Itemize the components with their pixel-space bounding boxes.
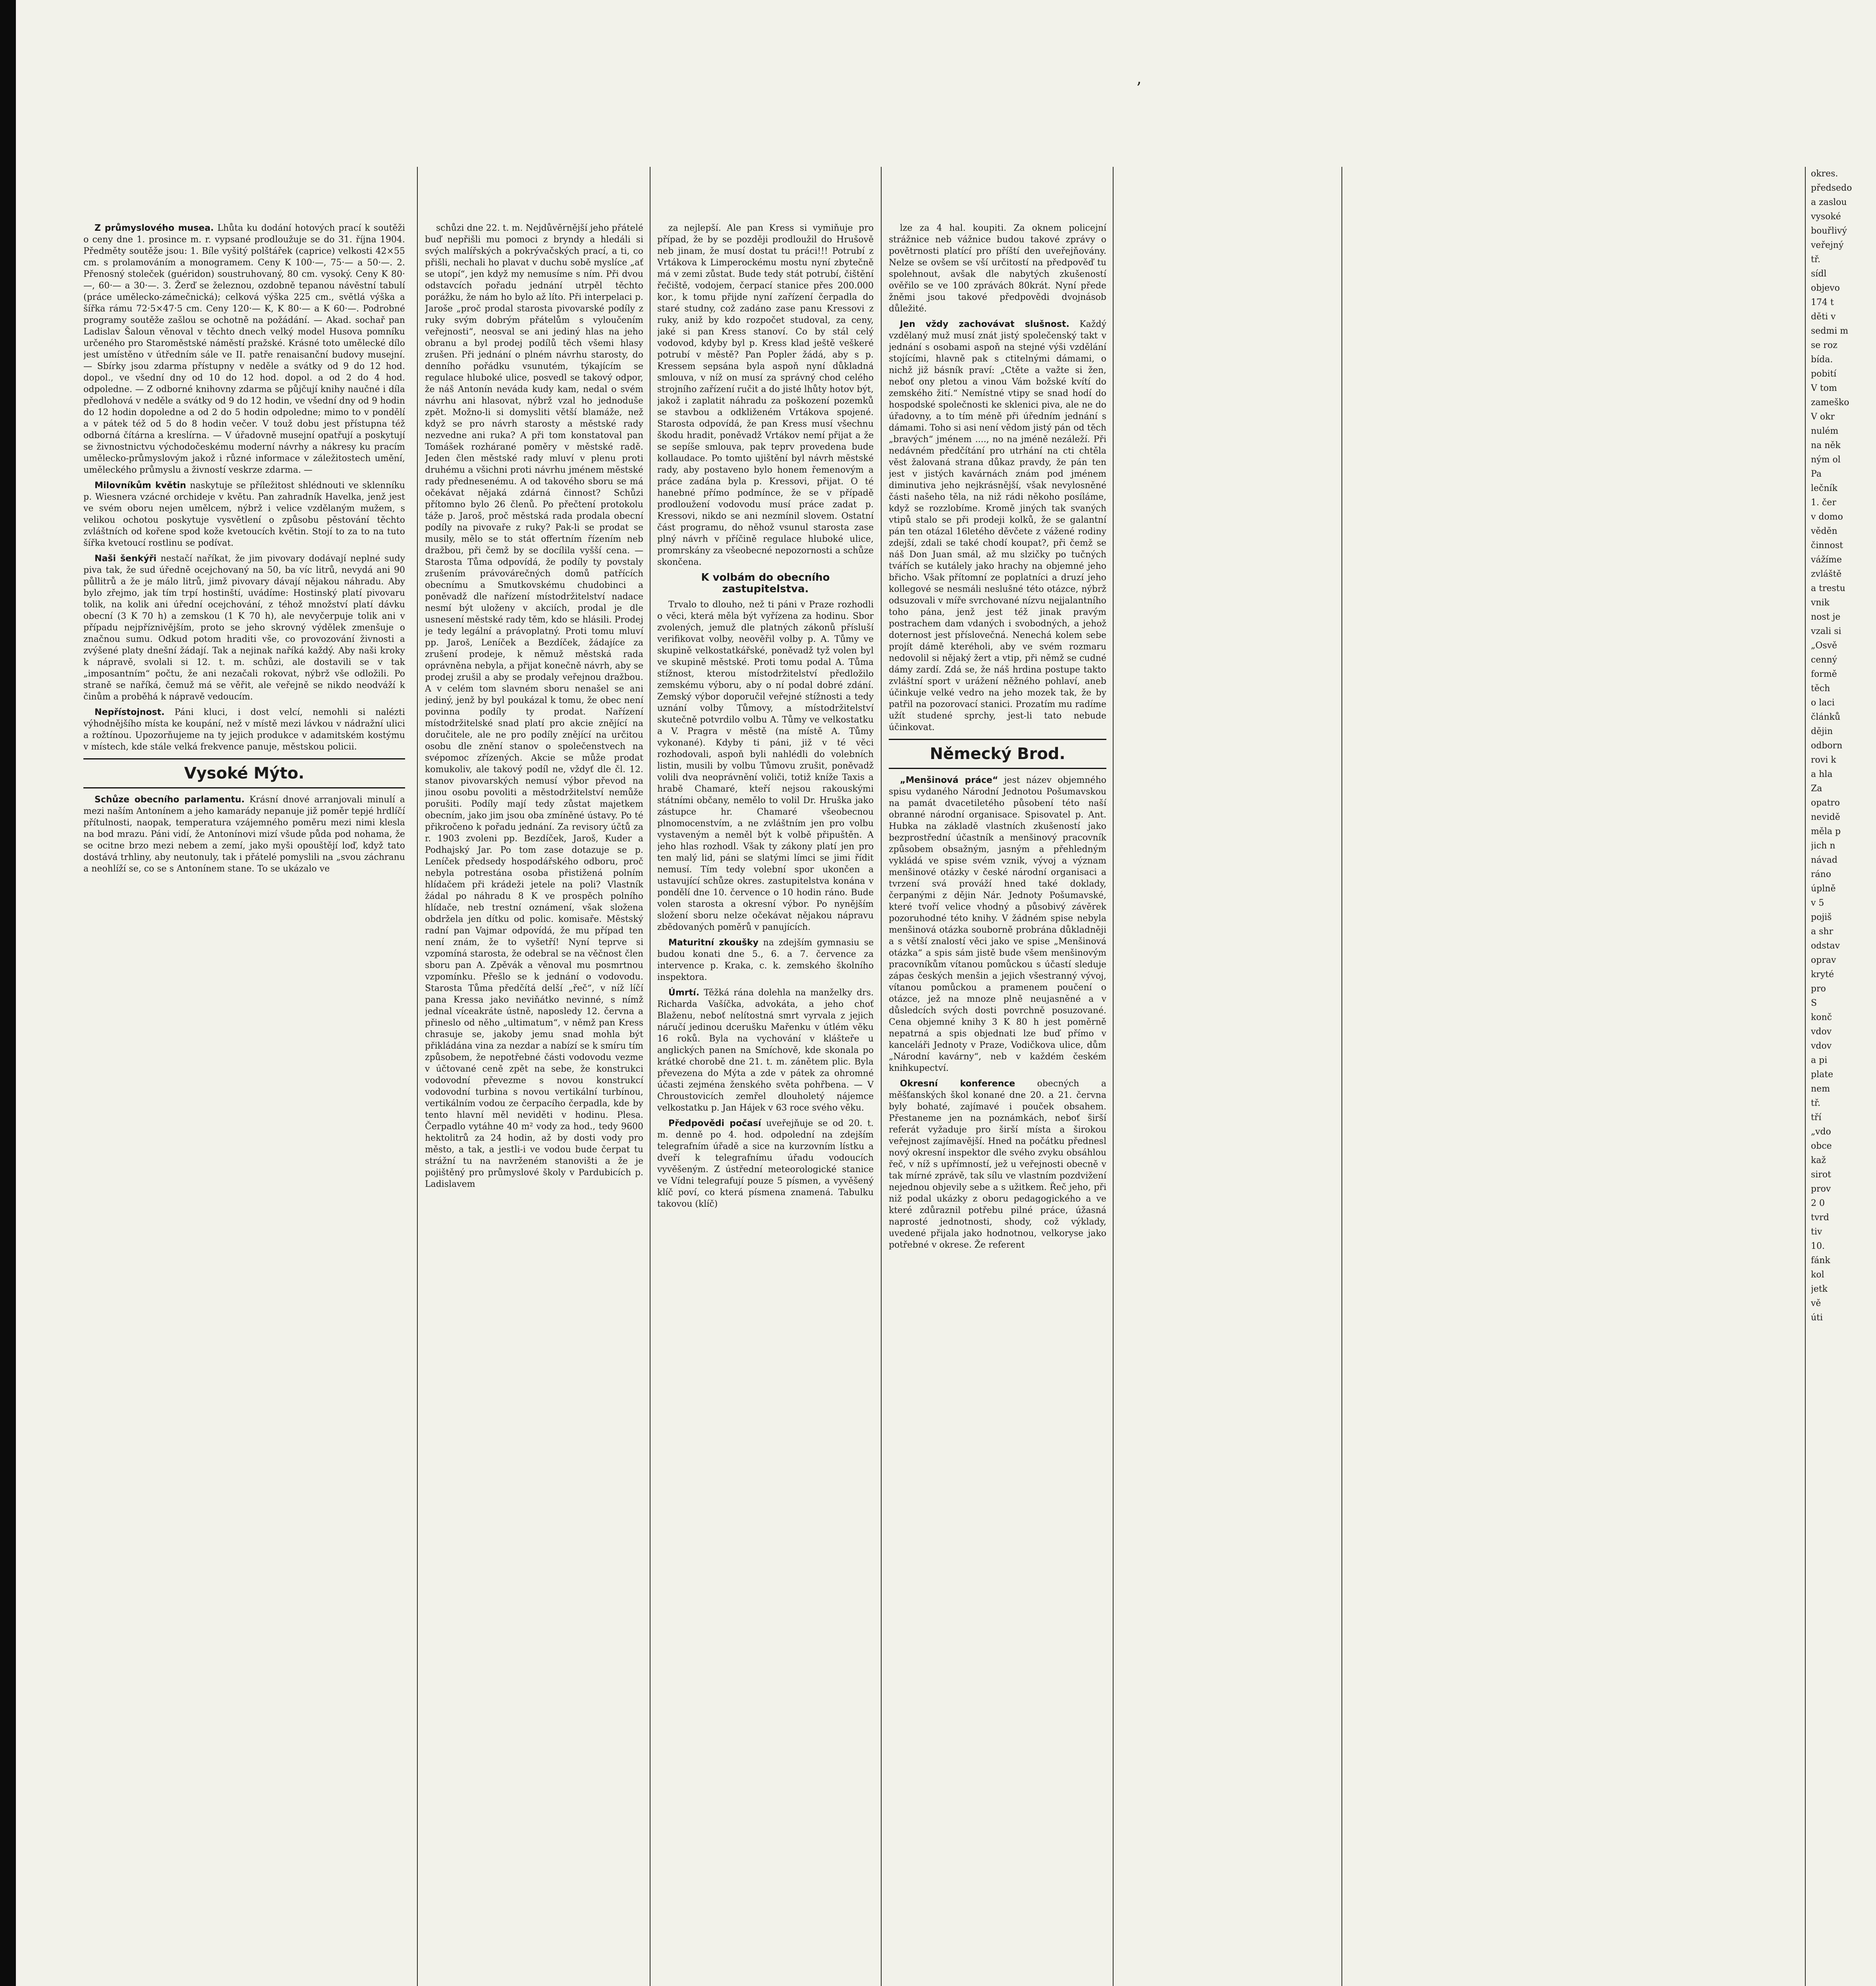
fragment-line: a pi xyxy=(1811,1055,1828,1065)
fragment-line: nem xyxy=(1811,1084,1830,1094)
column-rule xyxy=(1805,167,1806,1986)
article-text: jest název objemného spisu vydaného Národní Jednotou Pošumavskou na památ dvacetiletého působení této naší obranné národní organisace. Spisovatel p. Ant. Hubka na základě vlastních zkušeností jako bezprostřední účastník a menšinový pracovník způsobem obsažným, jasným a přehledným vykládá ve spise svém vznik, vývoj a význam menšinové otázky v české národní organisaci a tvrzení svá prováží hned také doklady, čerpanými z dějin Nár. Jednoty Pošumavské, které tvoří velice vhodný a působivý závěrek pozoruhodné této knihy. V žádném spise nebyla menšinová otázka souborně probrána důkladněji a s větší znalostí věci jako ve spise „Menšinová otázka“ a spis sám jistě bude všem menšinovým pracovníkům vítanou pomůckou s účastí sleduje zápas českých menšin a jejich všestranný vývoj, vítanou pomůckou a pramenem poučení o otázce, jež na mnoze plně neujasněné a v důsledcích svých dosti povrchně posuzované. Cena objemné knihy 3 K 80 h jest poměrně nepatrná a spis objednati lze buď přímo v kanceláři Jednoty v Praze, Vodičkova ulice, dům „Národní kavárny“, neb v každém českém knihkupectví. xyxy=(889,775,1106,1073)
fragment-line: a trestu xyxy=(1811,583,1845,593)
fragment-line: o laci xyxy=(1811,698,1835,708)
article-text: lze za 4 hal. koupiti. Za oknem policejní strážnice neb vážnice budou takové zprávy o povětrnosti platící pro příští den uveřejňovány. Nelze se ovšem se vší určitostí na předpověď tu spolehnout, avšak dle nabytých zkušeností ověřilo se ve 100 zprávách 80krát. Nyní přede žněmi jsou takové předpovědi dvojnásob důležité. xyxy=(889,223,1106,314)
fragment-line: měla p xyxy=(1811,827,1841,837)
fragment-line: návad xyxy=(1811,855,1837,865)
fragment-line: nulém xyxy=(1811,426,1839,436)
fragment-line: dějin xyxy=(1811,726,1833,736)
fragment-line: pojiš xyxy=(1811,912,1832,922)
fragment-line: vě xyxy=(1811,1298,1821,1308)
fragment-line: S xyxy=(1811,998,1817,1008)
fragment-line: „Osvě xyxy=(1811,641,1837,651)
article xyxy=(83,794,405,875)
fragment-line: opatro xyxy=(1811,798,1840,808)
article-title: Předpovědi počasí xyxy=(668,1119,761,1128)
column-rule xyxy=(417,167,418,1986)
fragment-line: sedmi m xyxy=(1811,326,1849,336)
fragment-line: tř. xyxy=(1811,1098,1820,1108)
article-text: naskytuje se příležitost shlédnouti ve sklenníku p. Wiesnera vzácné orchideje v květu. Pan zahradník Havelka, jenž jest ve svém oboru nejen umělcem, nýbrž i velice vzdělaným mužem, s velikou ochotou poskytuje vysvětlení o způsobu pěstování těchto zvláštních od kořene spod kože kvetoucích květin. Stojí to za to na tuto šířka kvetoucí rostlinu se podívat. xyxy=(83,481,405,548)
fragment-line: a hla xyxy=(1811,769,1833,779)
subheading: K volbám do obecního zastupitelstva. xyxy=(701,572,830,595)
article xyxy=(889,319,1106,733)
fragment-line: vážíme xyxy=(1811,555,1842,565)
article-title: Schůze obecního parlamentu. xyxy=(95,795,245,805)
fragment-line: prov xyxy=(1811,1184,1831,1194)
fragment-line: formě xyxy=(1811,669,1837,679)
article-text: Těžká rána dolehla na manželky drs. Richarda Vašíčka, advokáta, a jeho choť Blaženu, neboť nelítostná smrt vyrvala z jejich náručí jedinou dcerušku Mařenku v útlém věku 16 roků. Byla na vychování v klášteře u anglických panen na Smíchově, kde skonala po krátké chorobě dne 21. t. m. zánětem plic. Byla převezena do Mýta a zde v pátek za ohromné účasti zejména ženského světa pohřbena. — V Chroustovicích zemřel dlouholetý nájemce velkostatku p. Jan Hájek v 63 roce svého věku. xyxy=(657,988,874,1113)
fragment-line: kaž xyxy=(1811,1155,1826,1165)
fragment-line: Pa xyxy=(1811,469,1822,479)
fragment-line: plate xyxy=(1811,1070,1834,1080)
fragment-line: 174 t xyxy=(1811,298,1834,307)
fragment-line: V okr xyxy=(1811,412,1835,422)
column-2 xyxy=(425,222,643,1986)
fragment-line: a shr xyxy=(1811,927,1834,937)
article xyxy=(657,1118,874,1210)
article-title: Nepřístojnost. xyxy=(95,707,165,717)
fragment-line: vdov xyxy=(1811,1041,1832,1051)
fragment-line: pobití xyxy=(1811,369,1837,379)
article xyxy=(83,222,405,476)
article-text: Páni kluci, i dost velcí, nemohli si nalézti výhodnějšího místa ke koupání, než v místě mezi lávkou v nádražní ulici a rožtínou. Upozorňujeme na ty jejich produkce v adamitském kostýmu v místech, kde stále velká frekvence panuje, městskou policii. xyxy=(83,707,405,752)
article xyxy=(657,987,874,1114)
fragment-line: V tom xyxy=(1811,383,1837,393)
fragment-line: úti xyxy=(1811,1313,1823,1323)
fragment-line: 10. xyxy=(1811,1241,1825,1251)
fragment-line: bída. xyxy=(1811,355,1833,365)
fragment-line: kryté xyxy=(1811,970,1834,979)
article-text: na zdejším gymnasiu se budou konati dne 5., 6. a 7. července za intervence p. Kraka, c. k. zemského školního inspektora. xyxy=(657,938,874,982)
article-text: schůzi dne 22. t. m. Nejdůvěrnější jeho přátelé buď nepřišli mu pomoci z bryndy a hledáli si svých malířských a pokrývačských prací, a ti, co přišli, nechali ho plavat v duchu sobě myslíce „ať se utopí“, jen když my nemusíme s ním. Při dvou odstavcích pořadu jednání utrpěl těchto porážku, že nám ho bylo až líto. Při interpelaci p. Jaroše „proč prodal starosta pivovarské podíly z ruky svým dobrým přátelům s vyloučením veřejnosti“, neosval se ani jediný hlas na jeho obranu a byl prodej podílů těch všemi hlasy zrušen. Při jednání o plném návrhu starosty, do denního pořádku vsunutém, týkajícím se regulace hluboké ulice, posvedl se takový odpor, že náš Antonín neváda kudy kam, nedal o svém návrhu ani hlasovat, nýbrž vzal ho jednoduše zpět. Možno-li si domysliti větší blamáže, než když se pro návrh starosty a městské rady nezvedne ani ruka? A při tom konstatoval pan Tomášek rozhárané poměry v městské radě. Jeden člen městské rady mluví v plenu proti druhému a všichni proti návrhu jménem městské rady přednesenému. A od takového sboru se má očekávat nějaká zdárná činnost? Schůzi přítomno bylo 26 členů. Po přečtení protokolu táže p. Jaroš, proč městská rada prodala obecní podíly na pivovaře z ruky? Pak-li se prodat se musily, mělo se to stát offertním řízením neb dražbou, při čemž by se docílila vyšší cena. — Starosta Tůma odpovídá, že podíly ty povstaly zrušením právovárečných domů patřících obecnímu a Smutkovskému chudobinci a poněvadž dle nařízení místodržitelství nadace nesmí být uloženy v akciích, prodal je dle usnesení městské rady těm, kdo se hlásili. Prodej je tedy legální a právoplatný. Proti tomu mluví pp. Jaroš, Leníček a Bezdíček, žádajíce za zrušení prodeje, k němuž městská rada oprávněna nebyla, a přijat konečně návrh, aby se prodej zrušil a aby se prodaly veřejnou dražbou. A v celém tom slavném sboru nenašel se ani jediný, jenž by byl poukázal k tomu, že obec není povinna podíly ty prodat. Nařízení místodržitelské snad platí pro akcie znějící na doručitele, ale ne pro podíly znějící na určitou osobu dle znění stanov o společenstvech na svépomoc zřízených. Akcie se může prodat komukoliv, ale takový podíl ne, vždyť dle čl. 12. stanov pivovarských nemusí výbor převod na jinou osobu povoliti a městodržitelství nemůže porušiti. Podíly mají tedy zůstat majetkem obecním, jako jim jsou oba zmíněné ústavy. Po té přikročeno k pořadu jednání. Za revisory účtů za r. 1903 zvoleni pp. Bezdíček, Jaroš, Kuder a Podhajský Jar. Po tom zase dotazuje se p. Leníček předsedy hospodářského odboru, proč nebyla potrestána osoba přistižená polním hlídačem při krádeži jetele na poli? Vlastník žádal po náhradu 8 K ve prospěch polního hlídače, neb trestní oznámení, však složena obdržela jen dítku od polic. komisaře. Městský radní pan Vajmar odpovídá, že mu případ ten není znám, že to vyšetří! Nyní teprve si vzpomíná starosta, že odebral se na věčnost člen sboru pan A. Zpěvák a věnoval mu posmrtnou vzpomínku. Přešlo se k jednání o vodovodu. Starosta Tůma předčítá delší „řeč“, v níž líčí pana Kressa jako neviňátko nevinné, s nímž jednal víceakráte ústně, naposledy 12. června a přineslo od něho „ultimatum“, v němž pan Kress chrasuje se, jakoby jemu snad mohla být přikládána vina za nezdar a nabízí se k smíru tím způsobem, že nepotřebné části vodovodu vezme v účtované ceně zpět na sebe, že konstrukci vodovodní převezme s novou konstrukcí vodovodní turbina s novou vertikální turbínou, vertikálním vodou ze čerpacího čerpadla, kde by tento hlavní měl neviděti v hodinu. Plesa. Čerpadlo vytáhne 40 m² vody za hod., tedy 9600 hektolitrů za 24 hodin, až by dosti vody pro město, a tak, a jestli-i ve vodou bude čerpat tu strážní tu na navrženém stanovišti a že je pojištěný pro průmyslové školy v Pardubicích p. Ladislavem xyxy=(425,223,643,1189)
article xyxy=(83,553,405,703)
article-title: Naši šenkýři xyxy=(95,554,156,564)
fragment-line: vysoké xyxy=(1811,212,1841,222)
fragment-line: fánk xyxy=(1811,1256,1830,1265)
fragment-line: zvláště xyxy=(1811,569,1842,579)
article-title: Úmrtí. xyxy=(668,988,700,998)
column-rule xyxy=(881,167,882,1986)
column-rule xyxy=(1341,167,1342,1986)
fragment-line: věděn xyxy=(1811,526,1837,536)
article-text: nestačí naříkat, že jim pivovary dodávají neplné sudy piva tak, že sud úředně ocejchovaný na 50, ba víc litrů, nevydá ani 90 půllitrů a že je málo litrů, jimž pivovary dávají nějakou náhradu. Aby bylo zřejmo, jak tím trpí hostinští, uvádíme: Hostinský platí pivovaru tolik, na kolik ani úřední ocejchování, z téhož množství platí dávku obecní (3 K 70 h) a zemskou (1 K 70 h), ale nevyčerpuje tolik ani v případu nejpříznivějším, proto se jeho skrovný výdělek zmenšuje o značnou sumu. Odkud potom hraditi vše, co provozování živnosti a zvýšené platy dnešní žádají. Tak a nejinak naříká každý. Aby naši kroky k nápravě, svolali si 12. t. m. schůzi, ale dostavili se v tak „imposantním“ počtu, že ani nezačali rokovat, nýbrž vše odložili. Po straně se naříká, čemuž má se věřit, ale veřejně se nikdo neodváží k činům a proběhá k nápravě vedoucím. xyxy=(83,554,405,702)
article-title: „Menšinová práce“ xyxy=(900,775,998,785)
article-text: Krásní dnové arranjovali minulí a mezi naším Antonínem a jeho kamarády nepanuje již poměr tepjé hrdlíčí přítulnosti, naopak, temperatura vzájemného poměru mezi nimi klesla na bod mrazu. Páni vidí, že Antonínovi mizí všude půda pod nohama, že se ocitne brzo mezi nebem a zemí, jako myši opouštějí loď, když tato dostává trhliny, aby neutonuly, tak i přátelé pomyslili na „svou záchranu a neohlíží se, co se s Antonínem stane. To se ukázalo ve xyxy=(83,795,405,874)
fragment-line: vnik xyxy=(1811,598,1830,608)
fragment-line: tiv xyxy=(1811,1227,1822,1237)
fragment-line: 2 0 xyxy=(1811,1198,1825,1208)
fragment-line: odstav xyxy=(1811,941,1840,951)
fragment-line: konč xyxy=(1811,1012,1832,1022)
fragment-line: nevidě xyxy=(1811,812,1840,822)
fragment-line: článků xyxy=(1811,712,1841,722)
fragment-line: jetk xyxy=(1811,1284,1828,1294)
page-left-edge xyxy=(0,0,16,1986)
article-text: uveřejňuje se od 20. t. m. denně po 4. hod. odpolední na zdejším telegrafním úřadě a sice na kurzovním lístku a dveří k telegrafnímu úřadu vodoucích vyvěšeným. Z ústřední meteorologické stanice ve Vídni telegrafují pouze 5 písmen, a vyvěšený klíč poví, co která písmena znamená. Tabulku takovou (klíč) xyxy=(657,1119,874,1209)
fragment-line: vzali si xyxy=(1811,626,1841,636)
article xyxy=(889,1078,1106,1251)
fragment-line: tvrd xyxy=(1811,1213,1829,1223)
article-text: Trvalo to dlouho, než ti páni v Praze rozhodli o věci, která měla být vyřízena za hodinu. Sbor zvolených, jemuž dle platných zákonů přísluší verifikovat volby, neověřil volby p. A. Tůmy ve skupině velkostatkářské, poněvadž tyž volen byl ve skupině městské. Proti tomu podal A. Tůma stížnost, kterou místodržitelství předložilo zemskému výboru, aby o ní podal dobré zdání. Zemský výbor doporučil veřejné stížnosti a tedy uznání volby Tůmovy, a místodržitelství skutečně potvrdilo volbu A. Tůmy ve velkostatku a V. Pragra v městě (na místě A. Tůmy vykonané). Kdyby ti páni, již v té věci rozhodovali, aspoň byli nahlédli do volebních listin, musili by volbu Tůmovu zrušit, poněvadž volili dva neoprávnění voliči, totiž kníže Taxis a hrabě Chamaré, kteří nejsou rakouskými státními občany, nemělo to volil Dr. Hruška jako zástupce hr. Chamaré všeobecnou plnomocenstvím, a ne zvláštním jen pro volbu vystaveným a neměl být k volbě připuštěn. A jeho hlas rozhodl. Však ty zákony platí jen pro ten malý lid, páni se slatými límci se jimi řídit nemusí. Tím tedy volební spor ukončen a ustavující schůze okres. zastupitelstva konána v pondělí dne 10. července o 10 hodin ráno. Bude volen starosta a okresní výbor. Po nynějším složení sboru nelze očekávat nějakou nápravu zbědovaných poměrů v panujících. xyxy=(657,600,874,932)
section-heading: Německý Brod. xyxy=(889,739,1106,769)
fragment-line: sídl xyxy=(1811,269,1827,279)
fragment-line: 1. čer xyxy=(1811,498,1836,508)
article-title: Milovníkům květin xyxy=(95,481,186,491)
article-title: Z průmyslového musea. xyxy=(95,223,214,233)
fragment-line: se roz xyxy=(1811,340,1837,350)
article-title: Maturitní zkoušky xyxy=(668,938,759,948)
fragment-line: veřejný xyxy=(1811,240,1844,250)
fragment-line: pro xyxy=(1811,984,1826,994)
fragment-line: děti v xyxy=(1811,312,1836,322)
fragment-line: lečník xyxy=(1811,483,1837,493)
fragment-line: na něk xyxy=(1811,440,1841,450)
fragment-line: odborn xyxy=(1811,741,1843,751)
fragment-line: objevo xyxy=(1811,283,1840,293)
page-mark: ʼ xyxy=(1136,79,1141,98)
fragment-line: nost je xyxy=(1811,612,1841,622)
article xyxy=(83,480,405,549)
fragment-line: bouřlivý xyxy=(1811,226,1847,236)
fragment-line: tří xyxy=(1811,1113,1822,1122)
fragment-line: vdov xyxy=(1811,1027,1832,1037)
column-5-fragment xyxy=(1811,167,1876,1986)
fragment-line: rovi k xyxy=(1811,755,1836,765)
article-text: Lhůta ku dodání hotových prací k soutěži o ceny dne 1. prosince m. r. vypsané prodloužuje se do 31. října 1904. Předměty soutěže jsou: 1. Bíle vyšitý polštářek (caprice) velkosti 42×55 cm. s prolamováním a monogramem. Ceny K 100·—, 75·— a 50·—. 2. Přenosný stoleček (guéridon) soustruhovaný, 80 cm. vysoký. Ceny K 80·—, 60·— a 30·—. 3. Žerď se železnou, ozdobně tepanou návěstní tabulí (práce umělecko-zámečnická); celková výška 225 cm., světlá výška a šířka rámu 72·5×47·5 cm. Ceny 120·— K, K 80·— a K 60·—. Podrobné programy soutěže zašlou se ochotně na požádání. — Akad. sochař pan Ladislav Šaloun věnoval v těchto dnech velký model Husova pomníku určeného pro Staroměstské náměstí pražské. Krásné toto umělecké dílo jest umístěno v útředním sále ve II. patře renaisanční budovy musejní. — Sbírky jsou zdarma přístupny v neděle a svátky od 9 do 12 hod. dopol., ve všední dny od 10 do 12 hod. dopol. a od 2 do 4 hod. odpoledne. — Z odborné knihovny zdarma se půjčují knihy naučné i díla předlohová v neděle a svátky od 9 do 12 hodin, ve všední dny od 9 hodin do 12 hodin dopoledne a od 2 do 5 hodin odpoledne; mimo to v pondělí a v pátek též od 5 do 8 hodin večer. V touž dobu jest přístupna též odborná čítárna a kreslírna. — V úřadovně musejní opatřují a poskytují se živnostnictvu východočeskému moderní návrhy a nákresy ku pracím umělecko-průmyslovým jakož i různé informace v záležitostech umění, uměleckého průmyslu a živností veskrze zdarma. — xyxy=(83,223,405,475)
column-1 xyxy=(83,222,405,1986)
article xyxy=(889,775,1106,1074)
fragment-line: sirot xyxy=(1811,1170,1831,1180)
article-title: Jen vždy zachovávat slušnost. xyxy=(900,319,1069,329)
fragment-line: oprav xyxy=(1811,955,1836,965)
fragment-line: zameško xyxy=(1811,398,1849,408)
fragment-line: a zaslou xyxy=(1811,197,1847,207)
fragment-line: ným ol xyxy=(1811,455,1841,465)
article-text: za nejlepší. Ale pan Kress si vymiňuje pro případ, že by se později prodloužil do Hrušově neb jinam, že musí dostat tu práci!!! Potrubí z Vrtákova k Limperockému mostu nyní zbytečně má v zemi zůstat. Bude tedy stát potrubí, čištění řečiště, vodojem, čerpací stanice přes 200.000 kor., k tomu přijde nyní zařízení čerpadla do staré studny, což zadáno zase panu Kressovi z ruky, aniž by kdo rozpočet studoval, za ceny, jaké si pan Kress stanoví. Co by stál celý vodovod, kdyby byl p. Kress klad ještě veškeré potrubí v městě? Pan Popler žádá, aby s p. Kressem sepsána byla aspoň nyní důkladná smlouva, v níž on musí za správný chod celého strojního zařízení ručit a do jisté lhůty hotov být, jakož i zaplatit náhradu za poškození pozemků se stavbou a odkliženém Vrtákova spojené. Starosta odpovídá, že pan Kress musí všechnu škodu hradit, poněvadž Vrtákov nemí přijat a že se sepíše smlouva, pak teprv provedena bude kollaudace. Po tomto ujištění byl návrh městské rady, aby postaveno bylo honem řemenovým a práce zadána byla p. Kressovi, přijat. O té hanebné přímo podmínce, že se v případě prodloužení vodovodu musí práce zadat p. Kressovi, nikdo se ani nezmínil slovem. Ostatní část programu, do něhož vsunul starosta zase plný návrh v příčině regulace hluboké ulice, promrskány za všeobecné nepozornosti a schůze skončena. xyxy=(657,223,874,567)
fragment-line: těch xyxy=(1811,684,1830,694)
fragment-line: cenný xyxy=(1811,655,1837,665)
article xyxy=(83,707,405,753)
fragment-line: ráno xyxy=(1811,869,1832,879)
fragment-line: tř. xyxy=(1811,255,1820,265)
fragment-line: v 5 xyxy=(1811,898,1824,908)
fragment-line: kol xyxy=(1811,1270,1824,1280)
fragment-line: činnost xyxy=(1811,541,1843,551)
column-rule xyxy=(1113,167,1114,1986)
fragment-line: jich n xyxy=(1811,841,1835,851)
fragment-line: v domo xyxy=(1811,512,1843,522)
fragment-line: předsedo xyxy=(1811,183,1852,193)
article-title: Okresní konference xyxy=(900,1079,1015,1089)
column-3 xyxy=(657,222,874,1986)
article-text: obecných a měšťanských škol konané dne 20. a 21. června byly bohaté, zajímavé i pouček obsahem. Přestaneme jen na poznámkách, neboť širší referát vyžaduje pro širší místa a širokou veřejnost zajímavější. Hned na počátku přednesl nový okresní inspektor dle svého zvyku obsáhlou řeč, v níž s upřímností, jež u veřejnosti obecně v tak mírné zprávě, tak sílu ve vlastním pozdvižení nejednou objevily sebe a s užitkem. Řeč jeho, při niž podal ukázky z oboru pedagogického a ve které zdůraznil potřebu pilné práce, úžasná naprosté jednotnosti, shody, což výklady, uvedené přijala jako hodnotnou, velkoryse jako potřebné v okrese. Že referent xyxy=(889,1079,1106,1250)
fragment-line: úplně xyxy=(1811,884,1836,894)
section-heading: Vysoké Mýto. xyxy=(83,758,405,788)
fragment-line: okres. xyxy=(1811,169,1838,179)
fragment-line: „vdo xyxy=(1811,1127,1831,1137)
fragment-line: Za xyxy=(1811,784,1822,794)
article xyxy=(657,937,874,983)
fragment-line: obce xyxy=(1811,1141,1832,1151)
article-text: Každý vzdělaný muž musí znát jistý společenský takt v jednání s osobami aspoň na stejné výši vzdělání stojícími, hlavně pak s ctitelnými dámami, o nichž již básník praví: „Ctěte a važte si žen, neboť ony pletou a vinou Vám božské kvítí do zemského žití.“ Nemístné vtipy se snad hodí do hospodské společnosti ke sklenici piva, ale ne do úřadovny, a to tím méně při úředním jednání s dámami. Toho si asi není vědom jistý pán od těch „bravých“ jménem ...., no na jméně nezáleží. Při nedávném předčítání pro utrhání na cti chtěla věst žalovaná strana důkaz pravdy, že pán ten jest v jistých kavárnách znám pod jménem diminutiva jeho nejkrásnější, však nevylosněné části našeho těla, na niž rádi někoho posíláme, když se rozzlobíme. Kromě jiných tak svaných vtipů stalo se při prodeji kolků, že se galantní pán ten otázal 16letého děvčete z vážené rodiny zdejší, zdali se také chodí koupat?, při čemž se náš Don Juan smál, až mu slzičky po tučných tvářích se kutálely jako hrachy na objemné jeho břicho. Však přítomní ze poplatníci a druzí jeho kollegové se nesmáli neslušné této otázce, nýbrž odsuzovali v míře svrchované nízvu nejjalantního toho pána, jenž jest též jinak pravým postrachem dam vdaných i svobodných, a jehož doternost jest příslovečná. Nenechá kolem sebe projít dámě kteréholi, aby ve svém rozmaru nedovolil si nějaký žert a vtip, při němž se cudné dámy zardí. Zdá se, že náš hrdina postupe takto zvláštní sport v urážení něžného pohlaví, aneb účinkuje velké vedro na jeho mozek tak, že by patřil na pozorovací stanici. Prozatím mu radíme užít studené sprchy, jest-li tato nebude účinkovat. xyxy=(889,319,1106,732)
column-4 xyxy=(889,222,1106,1986)
